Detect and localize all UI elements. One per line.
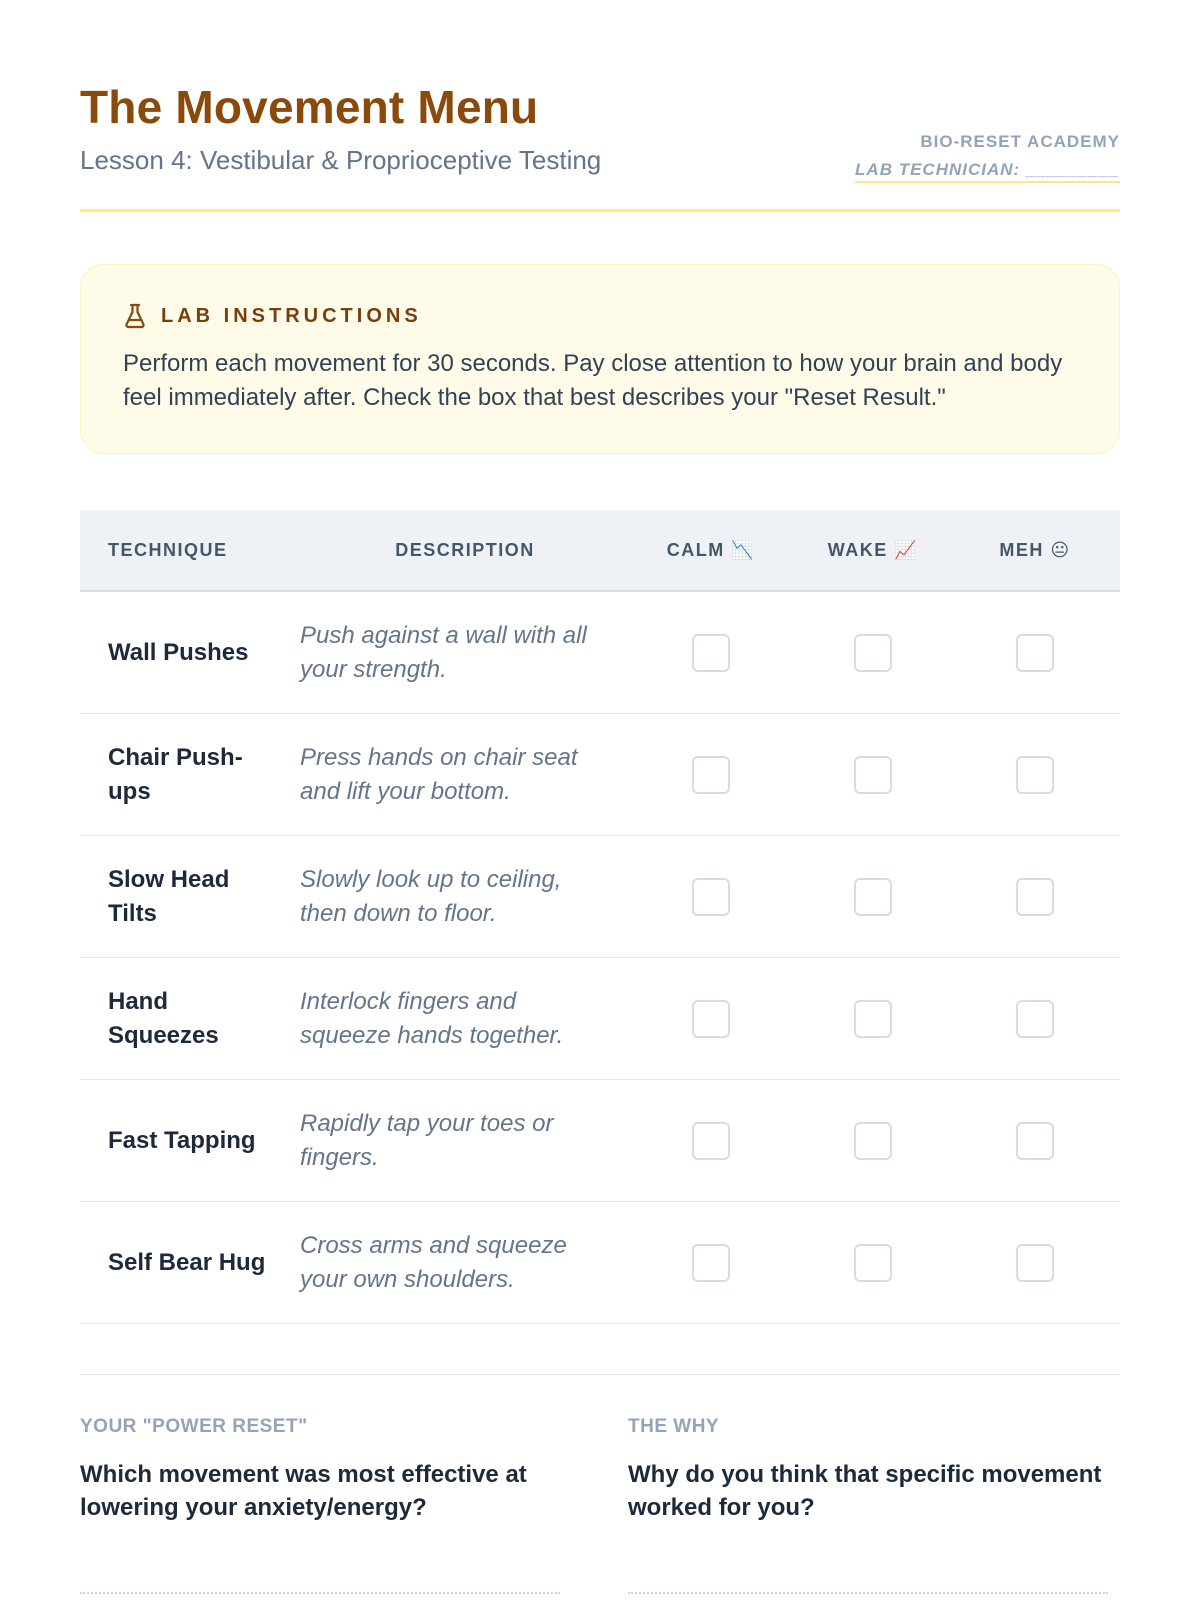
instructions-title: LAB INSTRUCTIONS bbox=[161, 304, 422, 327]
calm-checkbox[interactable] bbox=[692, 634, 730, 672]
column-description: DESCRIPTION bbox=[395, 539, 535, 560]
table-row bbox=[80, 592, 1120, 714]
column-meh: MEH 😐 bbox=[999, 539, 1071, 560]
table-row bbox=[80, 836, 1120, 958]
technique-name: Wall Pushes bbox=[108, 638, 249, 666]
column-calm: CALM 📉 bbox=[666, 539, 756, 560]
page-title: The Movement Menu bbox=[80, 81, 539, 133]
instructions-text: Perform each movement for 30 seconds. Pay close attention to how your brain and body feel immediately after. Check the box that best describes your "Reset Result." bbox=[123, 350, 1063, 411]
calm-checkbox[interactable] bbox=[692, 878, 730, 916]
calm-checkbox[interactable] bbox=[692, 1244, 730, 1282]
meh-checkbox[interactable] bbox=[1016, 1122, 1054, 1160]
calm-checkbox[interactable] bbox=[692, 756, 730, 794]
meh-checkbox[interactable] bbox=[1016, 878, 1054, 916]
table-row bbox=[80, 714, 1120, 836]
answer-line[interactable] bbox=[80, 1592, 560, 1594]
section-divider bbox=[80, 1374, 1120, 1375]
question-label: YOUR "POWER RESET" bbox=[80, 1416, 308, 1437]
academy-name: BIO-RESET ACADEMY bbox=[920, 132, 1120, 151]
flask-icon bbox=[123, 303, 147, 329]
technique-description: Rapidly tap your toes or fingers. bbox=[300, 1109, 554, 1171]
table-row bbox=[80, 1080, 1120, 1202]
power-reset-question bbox=[80, 1416, 560, 1524]
meh-checkbox[interactable] bbox=[1016, 756, 1054, 794]
meh-checkbox[interactable] bbox=[1016, 634, 1054, 672]
meh-checkbox[interactable] bbox=[1016, 1244, 1054, 1282]
technique-description: Push against a wall with all your strength. bbox=[300, 621, 587, 683]
the-why-question bbox=[628, 1416, 1108, 1524]
technique-name: Hand Squeezes bbox=[108, 987, 219, 1049]
technique-name: Slow Head Tilts bbox=[108, 865, 230, 927]
wake-checkbox[interactable] bbox=[854, 878, 892, 916]
wake-checkbox[interactable] bbox=[854, 1000, 892, 1038]
technique-description: Press hands on chair seat and lift your bottom. bbox=[300, 743, 578, 805]
page-header bbox=[80, 81, 1120, 212]
calm-checkbox[interactable] bbox=[692, 1122, 730, 1160]
wake-checkbox[interactable] bbox=[854, 1244, 892, 1282]
wake-checkbox[interactable] bbox=[854, 634, 892, 672]
movement-table bbox=[80, 510, 1120, 1324]
column-technique: TECHNIQUE bbox=[108, 539, 228, 560]
meh-checkbox[interactable] bbox=[1016, 1000, 1054, 1038]
wake-checkbox[interactable] bbox=[854, 756, 892, 794]
column-wake: WAKE 📈 bbox=[827, 539, 919, 560]
lab-instructions-callout bbox=[80, 264, 1120, 454]
calm-checkbox[interactable] bbox=[692, 1000, 730, 1038]
answer-line[interactable] bbox=[628, 1592, 1108, 1594]
table-row bbox=[80, 958, 1120, 1080]
table-header bbox=[80, 510, 1120, 592]
technique-description: Slowly look up to ceiling, then down to floor. bbox=[300, 865, 562, 927]
header-meta bbox=[855, 132, 1120, 183]
technique-name: Fast Tapping bbox=[108, 1126, 256, 1154]
wake-checkbox[interactable] bbox=[854, 1122, 892, 1160]
question-text: Why do you think that specific movement worked for you? bbox=[628, 1461, 1102, 1521]
technique-name: Self Bear Hug bbox=[108, 1248, 266, 1276]
technique-description: Cross arms and squeeze your own shoulders. bbox=[300, 1231, 567, 1293]
technique-name: Chair Push-ups bbox=[108, 743, 243, 805]
page-subtitle: Lesson 4: Vestibular & Proprioceptive Testing bbox=[80, 145, 602, 175]
table-row bbox=[80, 1202, 1120, 1324]
instructions-header bbox=[123, 303, 1077, 329]
lab-technician-field[interactable]: LAB TECHNICIAN: _________ bbox=[855, 160, 1120, 183]
question-text: Which movement was most effective at lowering your anxiety/energy? bbox=[80, 1461, 527, 1521]
technique-description: Interlock fingers and squeeze hands together. bbox=[300, 987, 564, 1049]
question-label: THE WHY bbox=[628, 1416, 720, 1437]
